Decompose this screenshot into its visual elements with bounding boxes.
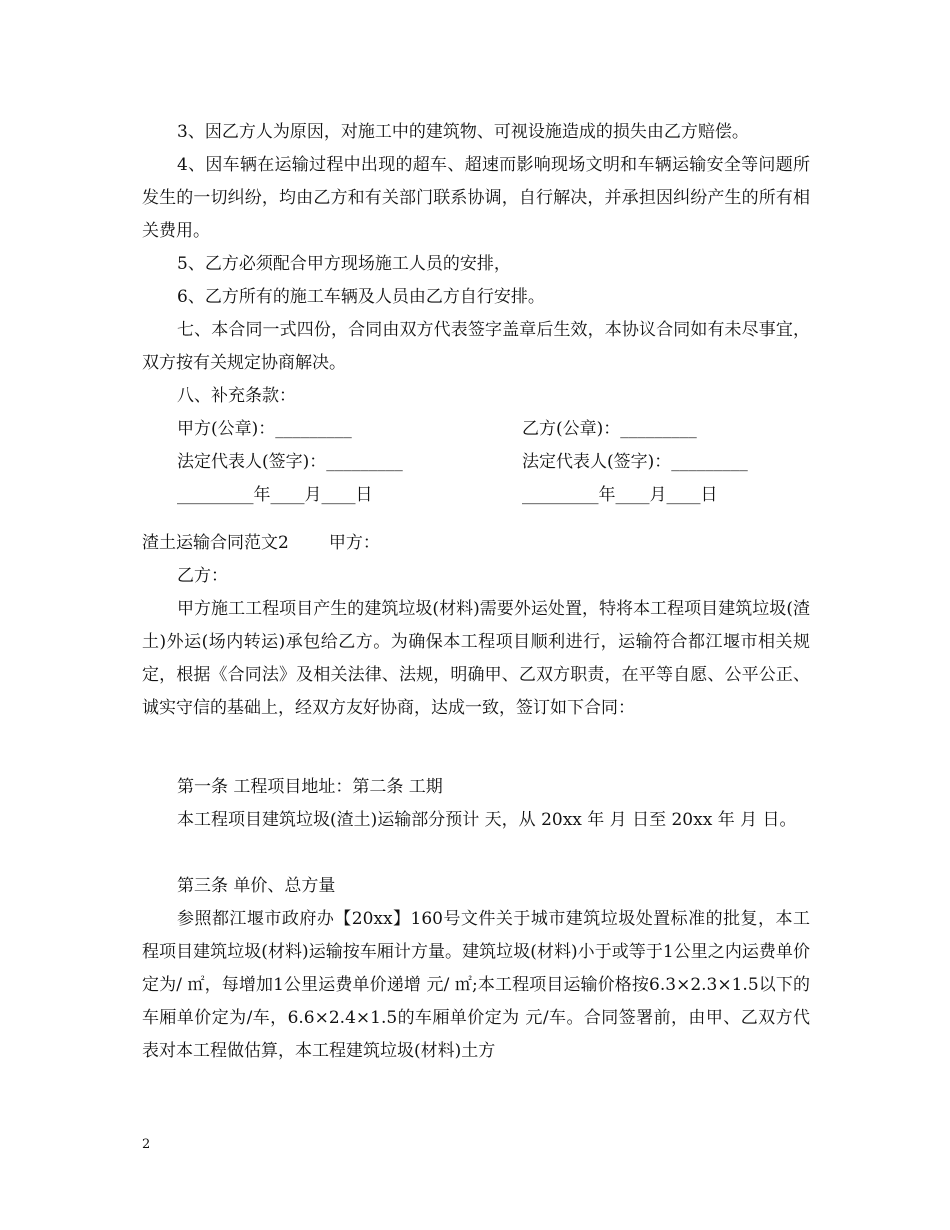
party-a-date-field: _________年____月____日: [177, 485, 373, 505]
contract-title: 渣土运输合同范文2: [142, 533, 289, 553]
clause-eight: 八、补充条款：: [177, 386, 296, 406]
article-1-2: 第一条 工程项目地址：第二条 工期: [177, 777, 443, 797]
contract-title-line: [142, 527, 380, 560]
signature-seal-row: [142, 413, 810, 446]
party-b-date-field: _________年____月____日: [522, 485, 718, 505]
clause-5: 5、乙方必须配合甲方现场施工人员的安排，: [177, 254, 511, 274]
article-3-heading: 第三条 单价、总方量: [177, 876, 336, 896]
pricing-paragraph: 参照都江堰市政府办【20xx】160号文件关于城市建筑垃圾处置标准的批复，本工程项目建筑垃圾(材料)运输按车厢计方量。建筑垃圾(材料)小于或等于1公里之内运费单价定为/ ㎡，每增加1公里运费单价递增 元/ ㎡;本工程项目运输价格按6.3×2.3×1.5以下的车厢单价定为/车，6.6×2.4×1.5的车厢单价定为 元/车。合同签署前，由甲、乙双方代表对本工程做估算，本工程建筑垃圾(材料)土方: [142, 909, 810, 1061]
contract-intro: 甲方施工工程项目产生的建筑垃圾(材料)需要外运处置，特将本工程项目建筑垃圾(渣土)外运(场内转运)承包给乙方。为确保本工程项目顺利进行，运输符合都江堰市相关规定，根据《合同法》及相关法律、法规，明确甲、乙双方职责，在平等自愿、公平公正、诚实守信的基础上，经双方友好协商，达成一致，签订如下合同：: [142, 599, 810, 718]
party-b-rep-field: 法定代表人(签字)：_________: [522, 452, 748, 472]
party-a-label: 甲方：: [328, 533, 380, 553]
clause-6: 6、乙方所有的施工车辆及人员由乙方自行安排。: [177, 287, 545, 307]
page-number: 2: [142, 1137, 151, 1152]
party-b-seal-field: 乙方(公章)：_________: [522, 419, 697, 439]
clause-seven: 七、本合同一式四份，合同由双方代表签字盖章后生效，本协议合同如有未尽事宜，双方按有关规定协商解决。: [142, 320, 810, 373]
construction-period: 本工程项目建筑垃圾(渣土)运输部分预计 天，从 20xx 年 月 日至 20xx 年 月 日。: [177, 810, 797, 830]
party-a-rep-field: 法定代表人(签字)：_________: [177, 452, 403, 472]
signature-rep-row: [142, 446, 810, 479]
signature-date-row: [142, 479, 810, 512]
clause-4: 4、因车辆在运输过程中出现的超车、超速而影响现场文明和车辆运输安全等问题所发生的一切纠纷，均由乙方和有关部门联系协调，自行解决，并承担因纠纷产生的所有相关费用。: [142, 155, 810, 241]
clause-3: 3、因乙方人为原因，对施工中的建筑物、可视设施造成的损失由乙方赔偿。: [177, 122, 749, 142]
party-a-seal-field: 甲方(公章)：_________: [177, 419, 352, 439]
party-b-label: 乙方：: [177, 566, 228, 586]
